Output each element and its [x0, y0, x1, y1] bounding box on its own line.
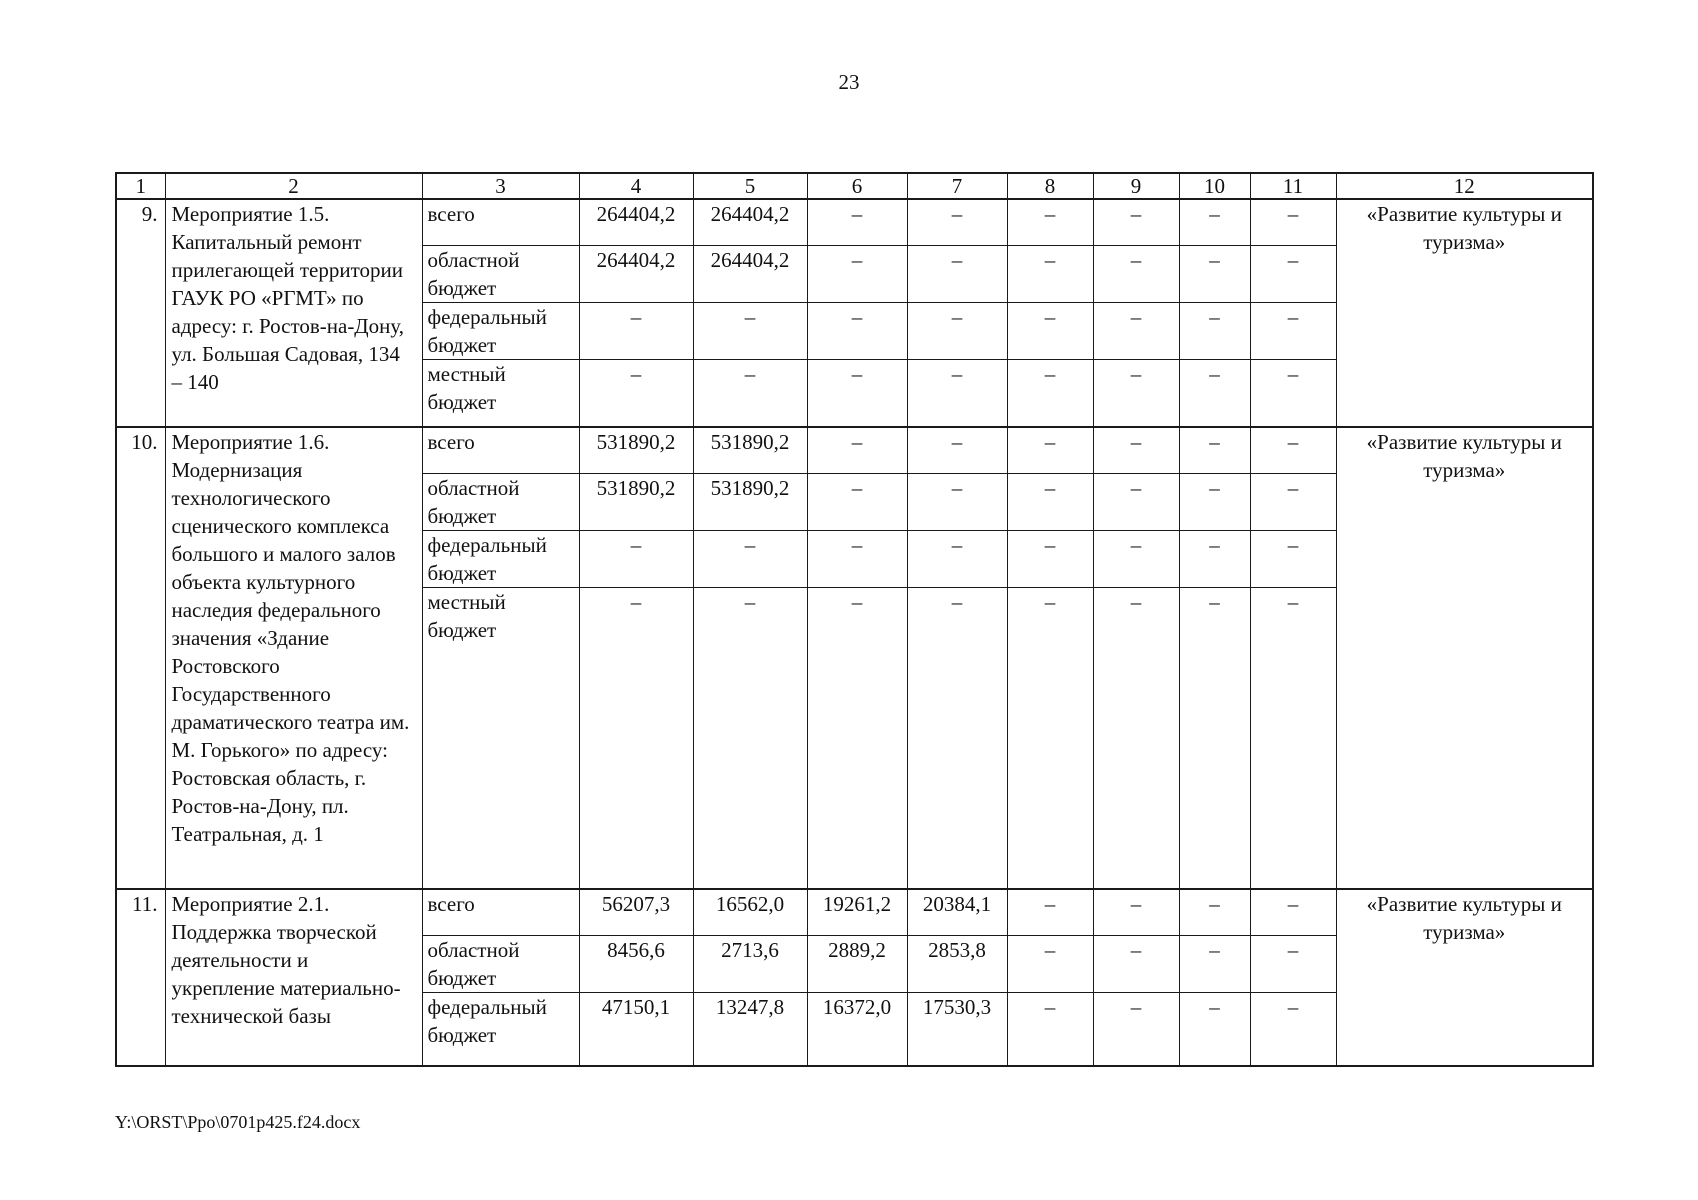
funding-value: 16372,0 [807, 992, 907, 1066]
funding-value: – [907, 587, 1007, 889]
column-header: 5 [693, 173, 807, 199]
funding-value: – [1250, 473, 1336, 530]
funding-value: 531890,2 [579, 427, 693, 473]
funding-value: – [807, 245, 907, 302]
funding-value: – [1179, 199, 1250, 245]
funding-value: – [1250, 587, 1336, 889]
column-header: 6 [807, 173, 907, 199]
funding-value: 19261,2 [807, 889, 907, 935]
funding-value: – [579, 359, 693, 427]
funding-value: – [907, 473, 1007, 530]
funding-value: – [807, 302, 907, 359]
funding-value: – [1250, 302, 1336, 359]
column-header: 11 [1250, 173, 1336, 199]
column-header: 8 [1007, 173, 1093, 199]
column-header: 2 [165, 173, 422, 199]
funding-value: 47150,1 [579, 992, 693, 1066]
funding-value: – [1179, 245, 1250, 302]
funding-value: – [1007, 530, 1093, 587]
funding-value: – [579, 530, 693, 587]
activity-description: Мероприятие 2.1. Поддержка творческой деятельности и укрепление материально-технической базы [165, 889, 422, 1066]
funding-value: 531890,2 [693, 473, 807, 530]
funding-value: – [1179, 359, 1250, 427]
footer-file-path: Y:\ORST\Ppo\0701p425.f24.docx [115, 1112, 361, 1132]
funding-value: 2853,8 [907, 935, 1007, 992]
funding-value: 16562,0 [693, 889, 807, 935]
funding-value: 531890,2 [579, 473, 693, 530]
funding-value: – [1007, 992, 1093, 1066]
funding-value: – [1250, 935, 1336, 992]
funding-value: – [1007, 359, 1093, 427]
funding-value: – [1007, 245, 1093, 302]
funding-value: 17530,3 [907, 992, 1007, 1066]
funding-source: федеральный бюджет [422, 530, 579, 587]
row-number: 11. [116, 889, 165, 1066]
funding-value: – [1250, 427, 1336, 473]
funding-value: – [1250, 992, 1336, 1066]
funding-value: – [1179, 302, 1250, 359]
funding-value: – [1250, 245, 1336, 302]
funding-value: 2889,2 [807, 935, 907, 992]
funding-source: федеральный бюджет [422, 302, 579, 359]
funding-value: 13247,8 [693, 992, 807, 1066]
funding-value: 8456,6 [579, 935, 693, 992]
funding-value: – [1093, 302, 1179, 359]
activity-description: Мероприятие 1.6. Модернизация технологического сценического комплекса большого и малого залов объекта культурного наследия федерального значения «Здание Ростовского Государственного драматического театра им. М. Горького» по адресу: Ростовская область, г. Ростов-на-Дону, пл. Театральная, д. 1 [165, 427, 422, 889]
funding-value: – [1250, 359, 1336, 427]
funding-value: – [1093, 530, 1179, 587]
funding-value: – [579, 302, 693, 359]
funding-value: 264404,2 [579, 199, 693, 245]
column-header: 3 [422, 173, 579, 199]
activity-description: Мероприятие 1.5. Капитальный ремонт прилегающей территории ГАУК РО «РГМТ» по адресу: г. Ростов-на-Дону, ул. Большая Садовая, 134 – 140 [165, 199, 422, 427]
funding-value: – [1179, 992, 1250, 1066]
column-header: 1 [116, 173, 165, 199]
funding-value: – [1250, 199, 1336, 245]
column-header: 4 [579, 173, 693, 199]
responsible-program: «Развитие культуры и туризма» [1336, 889, 1593, 1066]
funding-value: – [1007, 889, 1093, 935]
funding-value: 2713,6 [693, 935, 807, 992]
column-header: 7 [907, 173, 1007, 199]
row-number: 9. [116, 199, 165, 427]
funding-value: 20384,1 [907, 889, 1007, 935]
funding-value: – [1250, 889, 1336, 935]
table-row [116, 199, 1593, 245]
funding-value: – [693, 302, 807, 359]
funding-value: – [807, 530, 907, 587]
column-header: 12 [1336, 173, 1593, 199]
funding-value: – [1250, 530, 1336, 587]
funding-value: – [907, 427, 1007, 473]
funding-value: – [693, 587, 807, 889]
funding-value: – [1007, 935, 1093, 992]
funding-value: – [1093, 935, 1179, 992]
funding-source: местный бюджет [422, 587, 579, 889]
row-number: 10. [116, 427, 165, 889]
funding-value: – [1093, 359, 1179, 427]
funding-value: – [1093, 889, 1179, 935]
funding-value: – [1179, 889, 1250, 935]
column-header: 9 [1093, 173, 1179, 199]
funding-value: – [579, 587, 693, 889]
funding-value: – [1007, 199, 1093, 245]
funding-value: – [807, 427, 907, 473]
funding-value: – [1093, 473, 1179, 530]
funding-value: – [807, 199, 907, 245]
funding-value: – [1007, 473, 1093, 530]
funding-value: – [693, 359, 807, 427]
funding-value: – [1007, 587, 1093, 889]
funding-value: – [807, 587, 907, 889]
funding-source: всего [422, 427, 579, 473]
table-row [116, 427, 1593, 473]
funding-value: – [693, 530, 807, 587]
budget-table [115, 172, 1594, 1067]
funding-value: – [807, 359, 907, 427]
page-number: 23 [838, 70, 860, 94]
table-row [116, 889, 1593, 935]
funding-value: – [1179, 530, 1250, 587]
funding-value: – [807, 473, 907, 530]
responsible-program: «Развитие культуры и туризма» [1336, 427, 1593, 889]
funding-value: 264404,2 [693, 199, 807, 245]
funding-value: – [1093, 245, 1179, 302]
funding-value: – [1093, 427, 1179, 473]
table-header-row [116, 173, 1593, 199]
funding-value: – [907, 199, 1007, 245]
funding-value: 264404,2 [693, 245, 807, 302]
funding-value: 531890,2 [693, 427, 807, 473]
funding-value: – [907, 302, 1007, 359]
funding-value: – [907, 359, 1007, 427]
funding-source: местный бюджет [422, 359, 579, 427]
funding-value: – [1093, 587, 1179, 889]
funding-value: – [1179, 587, 1250, 889]
funding-source: всего [422, 199, 579, 245]
funding-value: 264404,2 [579, 245, 693, 302]
responsible-program: «Развитие культуры и туризма» [1336, 199, 1593, 427]
funding-value: – [1093, 992, 1179, 1066]
funding-value: – [907, 530, 1007, 587]
funding-value: – [1007, 427, 1093, 473]
funding-source: областной бюджет [422, 935, 579, 992]
funding-value: 56207,3 [579, 889, 693, 935]
funding-value: – [1007, 302, 1093, 359]
funding-value: – [1179, 427, 1250, 473]
funding-value: – [1179, 473, 1250, 530]
column-header: 10 [1179, 173, 1250, 199]
funding-source: областной бюджет [422, 473, 579, 530]
funding-source: всего [422, 889, 579, 935]
funding-value: – [907, 245, 1007, 302]
funding-source: федеральный бюджет [422, 992, 579, 1066]
funding-value: – [1179, 935, 1250, 992]
funding-value: – [1093, 199, 1179, 245]
funding-source: областной бюджет [422, 245, 579, 302]
